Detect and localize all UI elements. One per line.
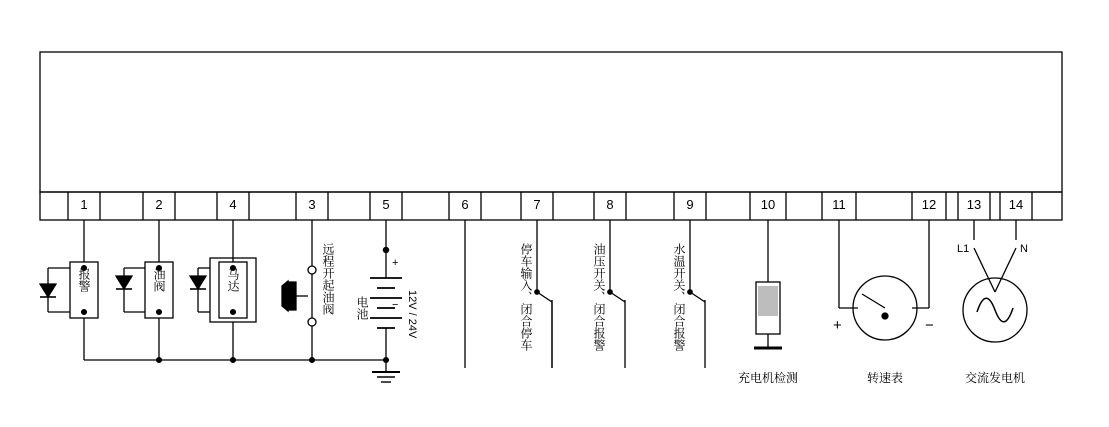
- terminal-number-11: 11: [832, 197, 846, 212]
- terminal-number-4: 4: [229, 197, 237, 212]
- terminal-number-2: 2: [155, 197, 163, 212]
- battery-label: 电池: [355, 296, 369, 320]
- terminal-number-10: 10: [760, 197, 776, 212]
- alarm-label: 报警: [77, 268, 91, 292]
- line-l1-label: L1: [957, 243, 970, 255]
- stop-input-label: 停车输入、闭合停车: [519, 243, 533, 351]
- motor-label: 马达: [226, 268, 240, 292]
- battery-minus-sign: −: [392, 299, 399, 311]
- terminal-number-12: 12: [921, 197, 937, 212]
- terminal-number-6: 6: [461, 197, 469, 212]
- oil-pressure-switch-label: 油压开关、闭合报警: [592, 243, 606, 351]
- battery-voltage-label: 12V / 24V: [406, 290, 418, 339]
- terminal-number-3: 3: [308, 197, 316, 212]
- tachometer-label: 转速表: [866, 371, 903, 385]
- terminal-number-7: 7: [533, 197, 541, 212]
- tach-plus-sign: +: [833, 317, 842, 334]
- terminal-number-5: 5: [382, 197, 390, 212]
- alternator-label: 交流发电机: [964, 371, 1025, 385]
- terminal-number-1: 1: [80, 197, 88, 212]
- battery-plus-sign: +: [392, 257, 399, 269]
- tach-minus-sign: −: [925, 317, 934, 334]
- terminal-number-14: 14: [1008, 197, 1024, 212]
- charger-detect-label: 充电机检测: [737, 371, 798, 385]
- line-n-label: N: [1020, 243, 1028, 255]
- water-temp-switch-label: 水温开关、闭合报警: [672, 243, 686, 351]
- terminal-number-13: 13: [966, 197, 982, 212]
- remote-start-valve-label: 远程开起油阀: [321, 243, 335, 315]
- terminal-number-9: 9: [686, 197, 694, 212]
- fuel-valve-label: 油阀: [152, 268, 166, 292]
- terminal-number-8: 8: [606, 197, 614, 212]
